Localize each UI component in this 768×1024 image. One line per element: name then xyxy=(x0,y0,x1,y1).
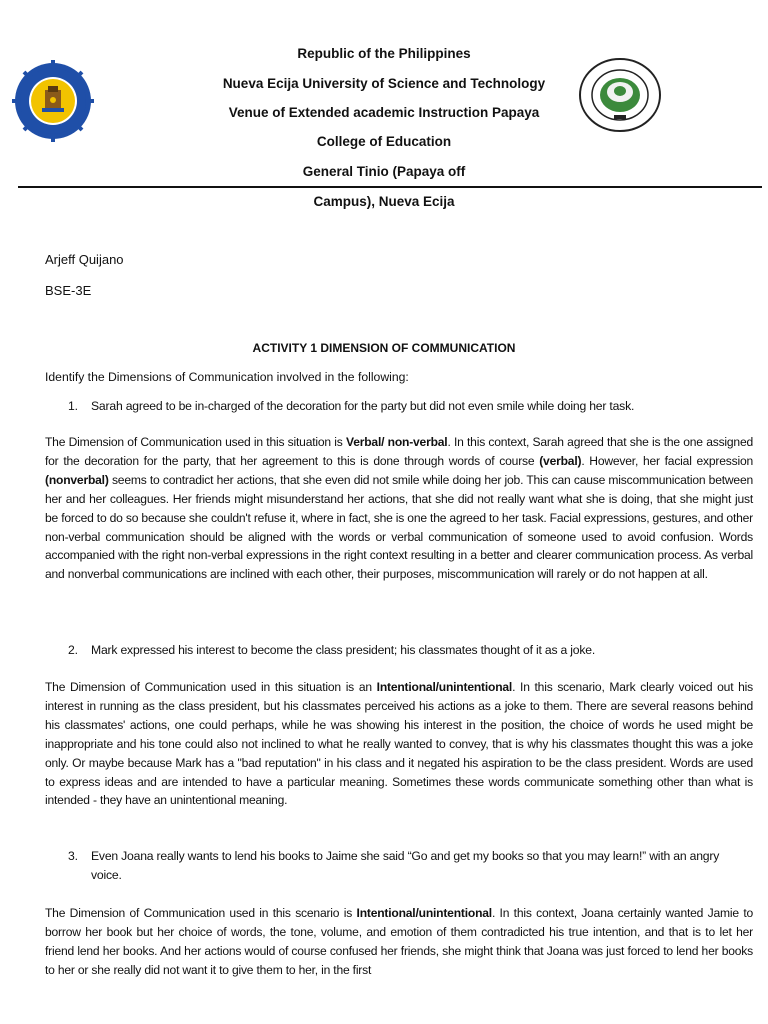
activity-instruction: Identify the Dimensions of Communication involved in the following: xyxy=(45,370,409,384)
dimension-label: Verbal/ non-verbal xyxy=(346,435,448,449)
header-college: College of Education xyxy=(316,134,452,149)
dimension-label: Intentional/unintentional xyxy=(356,906,492,920)
header-divider xyxy=(18,186,762,188)
answer-1: The Dimension of Communication used in this situation is Verbal/ non-verbal. In this context, Sarah agreed that she is the one assigned for the decoration for the party, that her agreement to this is done through words of course (verbal). However, her facial expression (nonverbal) seems to contradict her actions, that she even did not smile while doing her job. This can cause miscommunication between her and her colleagues. Her friends might misunderstand her actions, that she did not really want what she is doing, that she might just be forced to do so because she couldn't refuse it, where in fact, she is one the agreed to her task. Facial expressions, gestures, and other non-verbal communication should be aligned with the words or verbal communication of someone used to avoid confusion. Words accompanied with the right non-verbal expressions in the right context resulting in a better and clearer communication process. As verbal and nonverbal communications are inclined with each other, their purposes, miscommunication will rarely or do not happen at all. xyxy=(45,435,754,582)
answer-3: The Dimension of Communication used in this scenario is Intentional/unintentional. In this context, Joana certainly wanted Jamie to borrow her book but her choice of words, the tone, volume, and emotion of them contradicted his true intention, and that is to let her friend lend her books. And her actions would of course confused her friends, she might think that Joana was just forced to lend her books to her or she really did not want it to give them to her, in the first xyxy=(45,906,753,977)
question-number: 1. xyxy=(68,399,78,413)
header-campus-1: General Tinio (Papaya off xyxy=(302,164,466,179)
header-university: Nueva Ecija University of Science and Technology xyxy=(222,76,546,91)
question-text: Even Joana really wants to lend his books to Jaime she said “Go and get my books so that you may learn!” with an angry voice. xyxy=(91,849,720,882)
activity-title: ACTIVITY 1 DIMENSION OF COMMUNICATION xyxy=(252,341,516,355)
header-campus-2: Campus), Nueva Ecija xyxy=(313,194,455,209)
dimension-label: Intentional/unintentional xyxy=(376,680,513,694)
university-seal-logo xyxy=(12,60,94,142)
municipal-seal-logo xyxy=(578,57,662,133)
question-text: Sarah agreed to be in-charged of the decoration for the party but did not even smile while doing her task. xyxy=(91,399,635,413)
header-republic: Republic of the Philippines xyxy=(297,46,471,61)
answer-2: The Dimension of Communication used in this situation is an Intentional/unintentional. In this scenario, Mark clearly voiced out his interest in running as the class president, but his classmates perceived his actions as a joke to them. There are several reasons behind his classmates' actions, one could perhaps, while he was showing his interest in the position, the choice of words he used might be inappropriate and his tone could also not inclined to what he really wanted to convey, that is why his classmates thought this was a joke only. Or maybe because Mark has a "bad reputation" in his class and it negated his aspiration to be the class president. Words are used to express ideas and are intended to have a particular meaning. Sometimes these words communicate something other than what is intended - they have an unintentional meaning. xyxy=(45,680,753,808)
student-section: BSE-3E xyxy=(45,283,92,298)
question-number: 2. xyxy=(68,643,78,657)
question-text: Mark expressed his interest to become the class president; his classmates thought of it as a joke. xyxy=(91,643,596,657)
question-number: 3. xyxy=(68,849,78,863)
header-venue: Venue of Extended academic Instruction Papaya xyxy=(228,105,540,120)
student-name: Arjeff Quijano xyxy=(45,252,124,267)
